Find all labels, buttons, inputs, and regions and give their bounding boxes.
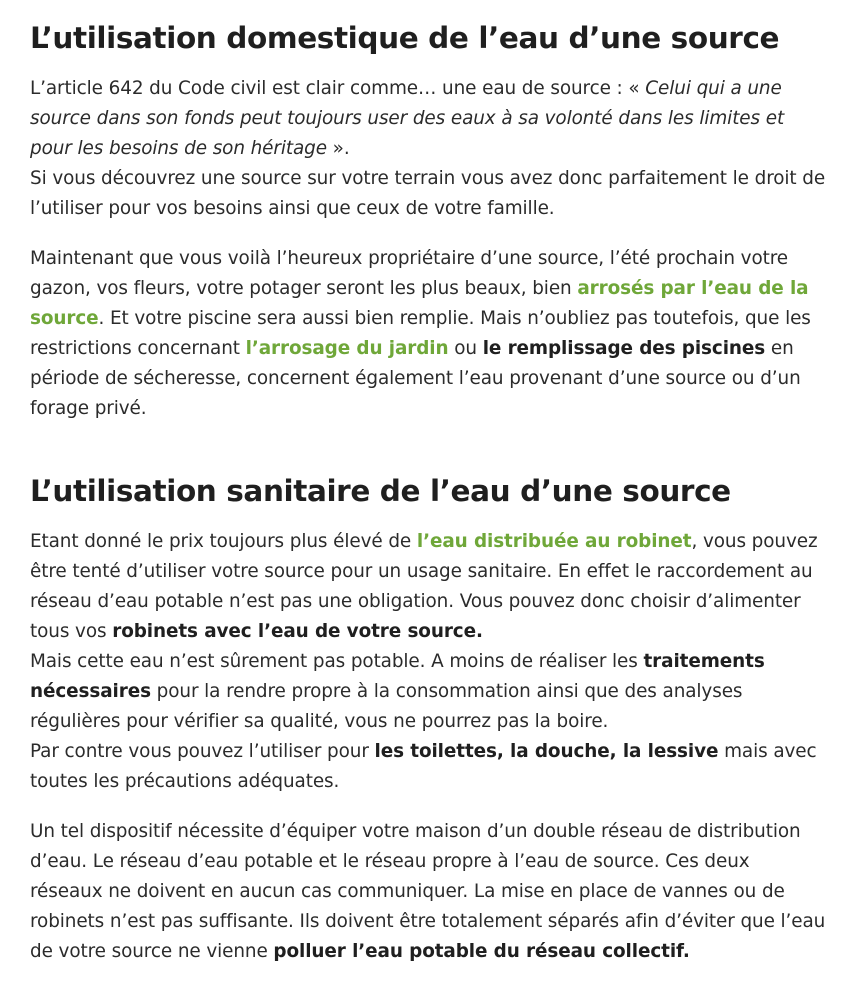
paragraph-usage-sanitaire — [30, 527, 826, 797]
quote-code-civil: Celui qui a une source dans son fonds peut toujours user des eaux à sa volonté dans les limites et pour les besoins de son héritage — [30, 78, 785, 159]
text: pour la rendre propre à la consommation ainsi que des analyses régulières pour vérifier sa qualité, vous ne pourrez pas la boire. — [30, 681, 743, 732]
text: Maintenant que vous voilà l’heureux propriétaire d’une source, l’été prochain votre gazon, vos fleurs, votre potager seront les plus beaux, bien — [30, 248, 788, 299]
text: Etant donné le prix toujours plus élevé de — [30, 531, 417, 552]
text: mais avec toutes les précautions adéquates. — [30, 741, 817, 792]
bold-toilettes-douche-lessive: les toilettes, la douche, la lessive — [374, 741, 719, 762]
text: , vous pouvez être tenté d’utiliser votre source pour un usage sanitaire. En effet le raccordement au réseau d’eau potable n’est pas une obligation. Vous pouvez donc choisir d’alimenter tous vos — [30, 531, 818, 642]
paragraph-arrosage — [30, 244, 826, 424]
text: L’article 642 du Code civil est clair comme… une eau de source : « — [30, 78, 646, 99]
section-heading-sanitaire: L’utilisation sanitaire de l’eau d’une source — [30, 474, 731, 508]
paragraph-code-civil — [30, 74, 826, 224]
section-heading-domestique: L’utilisation domestique de l’eau d’une source — [30, 21, 780, 55]
link-arroses-eau-source[interactable]: arrosés par l’eau de la source — [30, 278, 809, 329]
bold-robinets: robinets avec l’eau de votre source. — [112, 621, 483, 642]
bold-traitements: traitements nécessaires — [30, 651, 765, 702]
bold-polluer-eau-potable: polluer l’eau potable du réseau collectif. — [273, 941, 690, 962]
text: . Et votre piscine sera aussi bien remplie. Mais n’oubliez pas toutefois, que les restrictions concernant — [30, 308, 811, 359]
paragraph-double-reseau — [30, 817, 826, 967]
text: ou — [448, 338, 483, 359]
text: en période de sécheresse, concernent également l’eau provenant d’une source ou d’un forage privé. — [30, 338, 801, 419]
text: Si vous découvrez une source sur votre terrain vous avez donc parfaitement le droit de l’utiliser pour vos besoins ainsi que ceux de votre famille. — [30, 168, 826, 219]
text: Un tel dispositif nécessite d’équiper votre maison d’un double réseau de distribution d’eau. Le réseau d’eau potable et le réseau propre à l’eau de source. Ces deux réseaux ne doivent en aucun cas communiquer. La mise en place de vannes ou de robinets n’est pas suffisante. Ils doivent être totalement séparés afin d’éviter que l’eau de votre source ne vienne — [30, 821, 826, 962]
bold-remplissage-piscines: le remplissage des piscines — [482, 338, 766, 359]
text: ». — [326, 138, 350, 159]
text: Mais cette eau n’est sûrement pas potable. A moins de réaliser les — [30, 651, 644, 672]
text: Par contre vous pouvez l’utiliser pour — [30, 741, 375, 762]
link-eau-distribuee-robinet[interactable]: l’eau distribuée au robinet — [416, 531, 692, 552]
link-arrosage-jardin[interactable]: l’arrosage du jardin — [245, 338, 449, 359]
